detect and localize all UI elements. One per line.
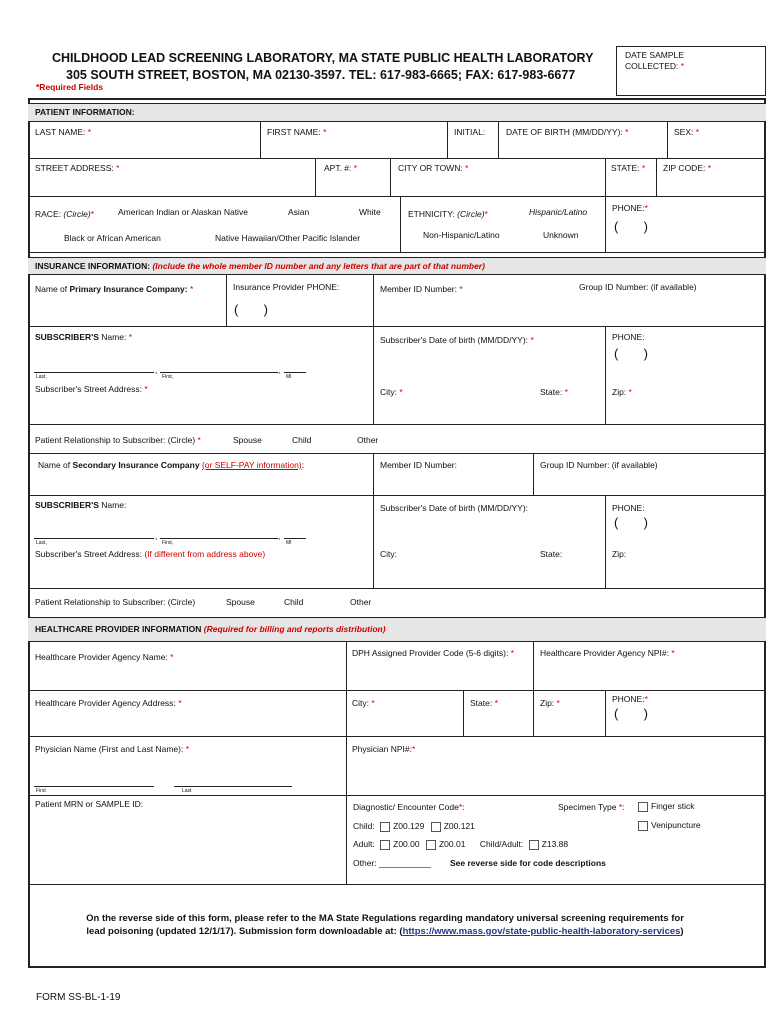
city-label: CITY OR TOWN: * — [398, 163, 469, 173]
sec-rel-child[interactable]: Child — [284, 597, 304, 607]
ethnicity-hispanic[interactable]: Hispanic/Latino — [529, 207, 588, 217]
physician-name-label: Physician Name (First and Last Name): * — [35, 744, 190, 754]
primary-insurance-label: Name of Primary Insurance Company: * — [35, 284, 194, 294]
provider-phone-field[interactable]: ( ) — [234, 302, 268, 317]
ethnicity-label: ETHNICITY: (Circle)* — [408, 209, 488, 219]
adult-codes: Adult: Z00.00 Z00.01 Child/Adult: Z13.88 — [353, 839, 569, 849]
dob-label: DATE OF BIRTH (MM/DD/YY): * — [506, 127, 629, 137]
venipuncture-option[interactable]: Venipuncture — [638, 820, 701, 831]
group-id-label: Group ID Number: (if available) — [579, 282, 697, 292]
race-white[interactable]: White — [359, 207, 381, 217]
sec-subscriber-name-label: SUBSCRIBER'S Name: — [35, 500, 127, 510]
sec-rel-spouse[interactable]: Spouse — [226, 597, 255, 607]
sec-group-id-label: Group ID Number: (if available) — [540, 460, 658, 470]
sub-zip-label: Zip: * — [612, 387, 632, 397]
agency-phone-label: PHONE:* — [612, 694, 648, 704]
date-collected-box[interactable] — [616, 46, 766, 96]
required-fields-note: *Required Fields — [36, 82, 104, 92]
agency-address-label: Healthcare Provider Agency Address: * — [35, 698, 182, 708]
finger-stick-option[interactable]: Finger stick — [638, 801, 694, 812]
sec-relationship-label: Patient Relationship to Subscriber: (Circle) — [35, 597, 196, 607]
dph-code-label: DPH Assigned Provider Code (5-6 digits): * — [352, 648, 515, 658]
member-id-label: Member ID Number: * — [380, 284, 463, 294]
agency-phone-field[interactable]: ( ) — [614, 706, 648, 721]
insurance-section-header: INSURANCE INFORMATION: (Include the whole member ID number and any letters that are part of that number) — [28, 257, 766, 275]
form-id: FORM SS-BL-1-19 — [36, 992, 121, 1003]
patient-section-header: PATIENT INFORMATION: — [28, 103, 766, 122]
relationship-label: Patient Relationship to Subscriber: (Circle) * — [35, 435, 201, 445]
mrn-label: Patient MRN or SAMPLE ID: — [35, 799, 144, 809]
z0000-checkbox[interactable] — [380, 840, 390, 850]
provider-section-header: HEALTHCARE PROVIDER INFORMATION (Required for billing and reports distribution) — [28, 617, 766, 642]
provider-phone-label: Insurance Provider PHONE: — [233, 282, 340, 292]
finger-stick-checkbox[interactable] — [638, 802, 648, 812]
race-black[interactable]: Black or African American — [64, 233, 161, 243]
date-label-1: DATE SAMPLE — [625, 50, 684, 60]
agency-city-label: City: * — [352, 698, 375, 708]
first-name-label: FIRST NAME: * — [267, 127, 327, 137]
title-line-2: 305 SOUTH STREET, BOSTON, MA 02130-3597. TEL: 617-983-6665; FAX: 617-983-6677 — [66, 68, 576, 82]
sec-city-label: City: — [380, 549, 397, 559]
zip-code-label: ZIP CODE: * — [663, 163, 712, 173]
rel-child[interactable]: Child — [292, 435, 312, 445]
race-native-hawaiian[interactable]: Native Hawaiian/Other Pacific Islander — [215, 233, 361, 243]
diag-code-label: Diagnostic/ Encounter Code*: — [353, 802, 465, 812]
form-frame — [28, 98, 766, 968]
sub-state-label: State: * — [540, 387, 568, 397]
z1388-checkbox[interactable] — [529, 840, 539, 850]
subscriber-street-label: Subscriber's Street Address: * — [35, 384, 148, 394]
agency-npi-label: Healthcare Provider Agency NPI#: * — [540, 648, 675, 658]
state-label: STATE: * — [611, 163, 646, 173]
last-name-label: LAST NAME: * — [35, 127, 92, 137]
initial-label: INITIAL: — [454, 127, 486, 137]
sec-street-label: Subscriber's Street Address: (If different from address above) — [35, 549, 266, 559]
sec-subscriber-dob-label: Subscriber's Date of birth (MM/DD/YY): — [380, 503, 529, 513]
ethnicity-non-hispanic[interactable]: Non-Hispanic/Latino — [423, 230, 500, 240]
z0001-checkbox[interactable] — [426, 840, 436, 850]
z00121-checkbox[interactable] — [431, 822, 441, 832]
date-label-2: COLLECTED: * — [625, 61, 685, 71]
ethnicity-unknown[interactable]: Unknown — [543, 230, 579, 240]
race-asian[interactable]: Asian — [288, 207, 310, 217]
sec-subscriber-phone-field[interactable]: ( ) — [614, 515, 648, 530]
other-code-field[interactable]: Other: ___________ — [353, 858, 431, 868]
rel-other[interactable]: Other — [357, 435, 379, 445]
venipuncture-checkbox[interactable] — [638, 821, 648, 831]
last-caption: Last, — [36, 374, 47, 380]
child-codes: Child: Z00.129 Z00.121 — [353, 821, 475, 831]
see-reverse-note: See reverse side for code descriptions — [450, 858, 606, 868]
agency-zip-label: Zip: * — [540, 698, 560, 708]
physician-last-caption: Last — [182, 788, 192, 794]
sec-rel-other[interactable]: Other — [350, 597, 372, 607]
sec-subscriber-phone-label: PHONE: — [612, 503, 645, 513]
patient-phone-label: PHONE:* — [612, 203, 648, 213]
download-link[interactable]: https://www.mass.gov/state-public-health-laboratory-services — [402, 926, 681, 937]
patient-phone-field[interactable]: ( ) — [614, 219, 648, 234]
mi-caption: MI — [286, 374, 292, 380]
first-caption: First, — [162, 374, 174, 380]
sex-label: SEX: * — [674, 127, 700, 137]
form-title — [52, 50, 612, 84]
subscriber-phone-field[interactable]: ( ) — [614, 346, 648, 361]
subscriber-phone-label: PHONE: — [612, 332, 645, 342]
rel-spouse[interactable]: Spouse — [233, 435, 262, 445]
sec-state-label: State: — [540, 549, 563, 559]
z00129-checkbox[interactable] — [380, 822, 390, 832]
secondary-insurance-label: Name of Secondary Insurance Company (or SELF-PAY information): — [38, 460, 304, 470]
race-label: RACE: (Circle)* — [35, 209, 95, 219]
subscriber-name-label: SUBSCRIBER'S Name: * — [35, 332, 132, 342]
street-address-label: STREET ADDRESS: * — [35, 163, 120, 173]
apt-label: APT. #: * — [324, 163, 358, 173]
title-line-1: CHILDHOOD LEAD SCREENING LABORATORY, MA STATE PUBLIC HEALTH LABORATORY — [52, 51, 594, 65]
sub-city-label: City: * — [380, 387, 403, 397]
physician-first-caption: First — [36, 788, 46, 794]
footer-note: On the reverse side of this form, please refer to the MA State Regulations regarding mandatory universal screening requirements for lead poisoning (updated 12/1/17). Submission form downloadable at: (https://www.mass.gov/state-public-health-laboratory-services) — [86, 913, 684, 937]
race-american-indian[interactable]: American Indian or Alaskan Native — [118, 207, 248, 217]
agency-state-label: State: * — [470, 698, 498, 708]
physician-npi-label: Physician NPI#:* — [352, 744, 416, 754]
specimen-type-label: Specimen Type *: — [558, 802, 625, 812]
sec-member-id-label: Member ID Number: — [380, 460, 457, 470]
subscriber-dob-label: Subscriber's Date of birth (MM/DD/YY): * — [380, 335, 534, 345]
agency-name-label: Healthcare Provider Agency Name: * — [35, 652, 174, 662]
sec-zip-label: Zip: — [612, 549, 627, 559]
